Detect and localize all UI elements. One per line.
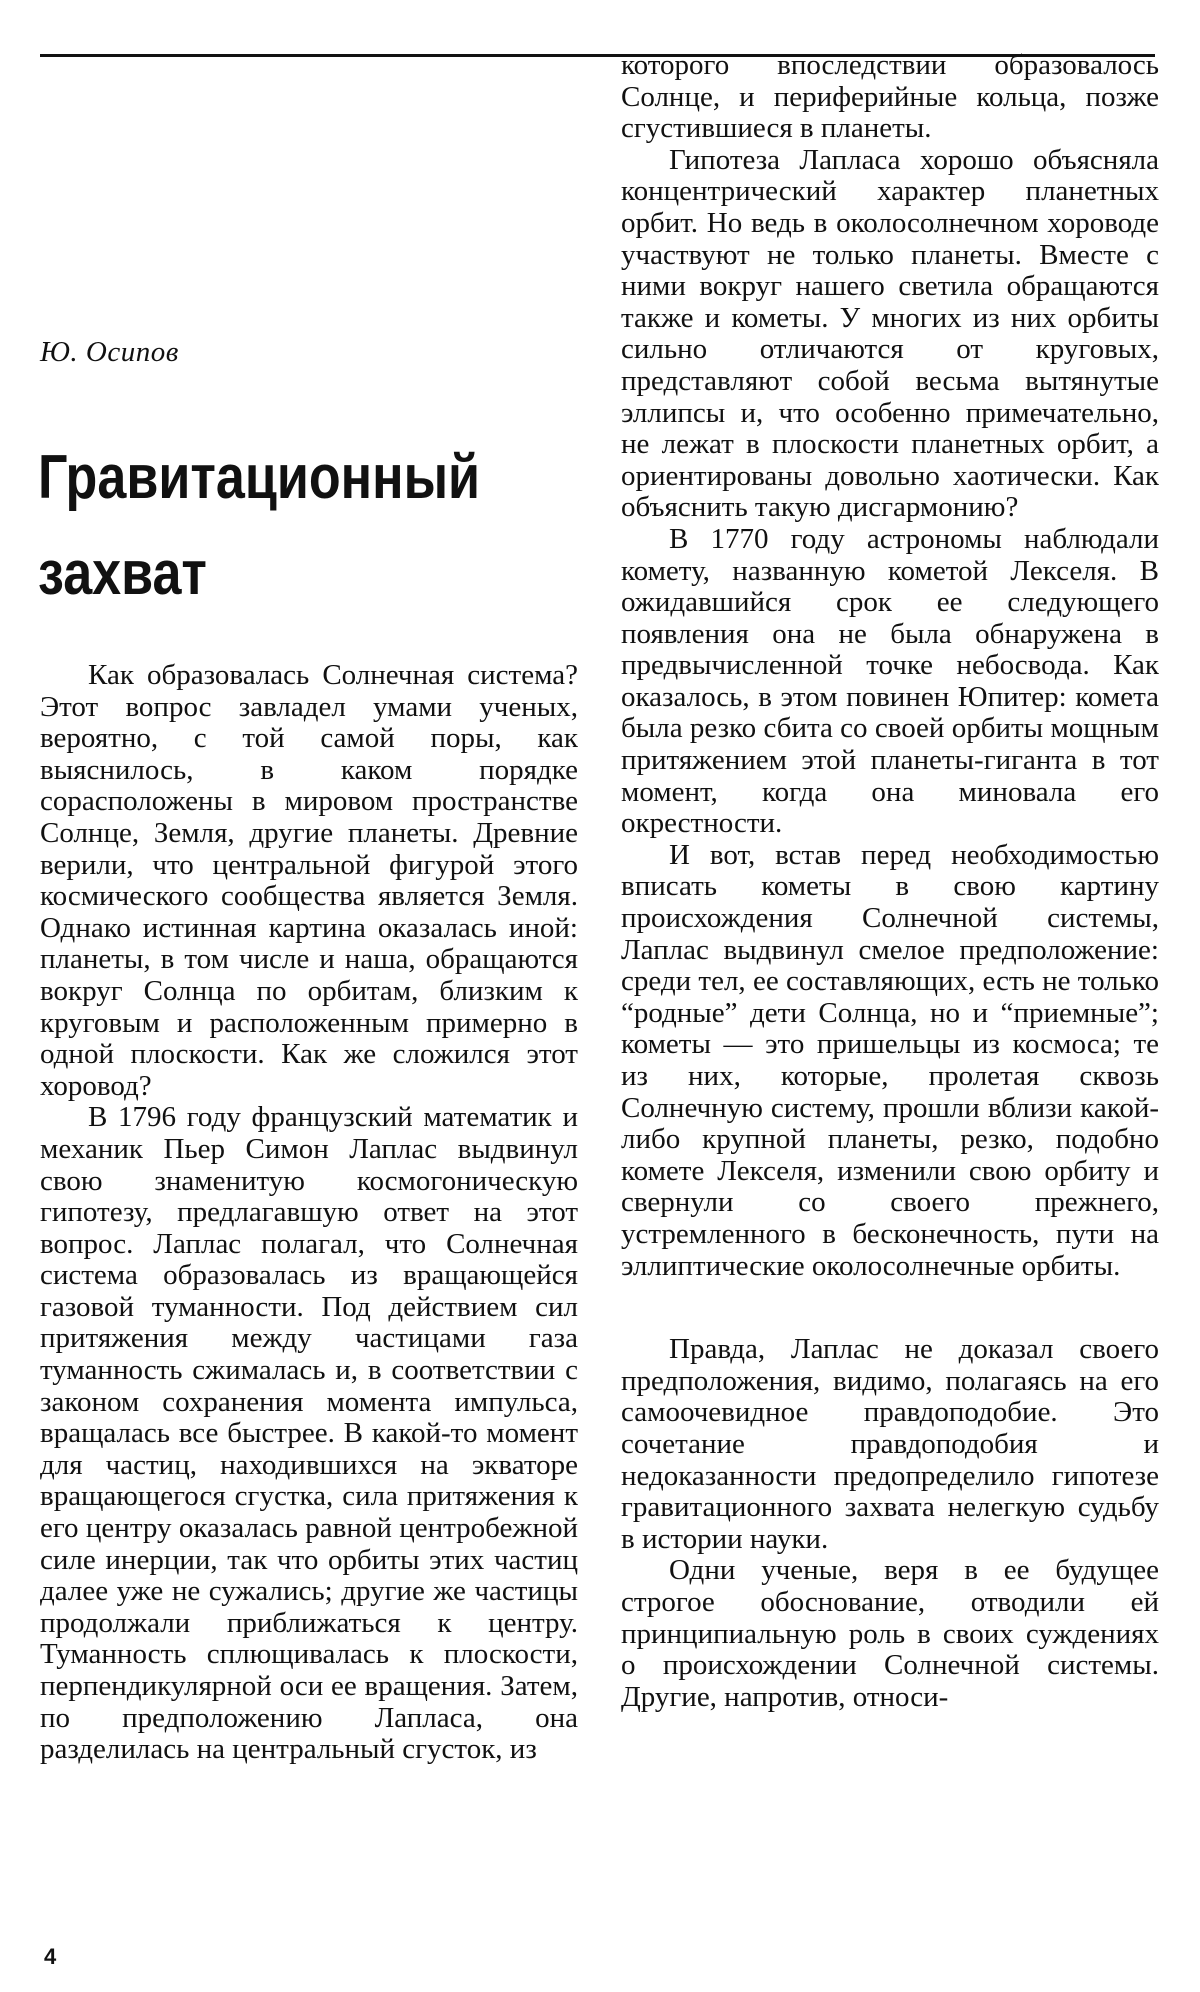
paragraph: В 1770 году астрономы наблюдали комету, названную кометой Лекселя. В ожидавшийся срок ее следующего появления она не была обнаружена в предвычисленной точке небосвода. Как оказалось, в этом повинен Юпитер: комета была резко сбита со своей орбиты мощным притяжением этой планеты-гиганта в тот момент, когда она миновала его окрестности. (621, 522, 1159, 840)
paragraph: Как образовалась Солнечная система? Этот вопрос завладел умами ученых, вероятно, с той самой поры, как выяснилось, в каком порядке сорасположены в мировом пространстве Солнце, Земля, другие планеты. Древние верили, что центральной фигурой этого космического сообщества является Земля. Однако истинная картина оказалась иной: планеты, в том числе и наша, обращаются вокруг Солнца по орбитам, близким к круговым и расположенным примерно в одной плоскости. Как же сложился этот хоровод? (40, 659, 578, 1102)
article-title: Гравитационный захват (38, 443, 481, 608)
paragraph: И вот, встав перед необходимостью вписать кометы в свою картину происхождения Солнечной системы, Лаплас выдвинул смелое предположение: среди тел, ее составляющих, есть не только “родные” дети Солнца, но и “приемные”; кометы — это пришельцы из космоса; те из них, которые, пролетая сквозь Солнечную систему, прошли вблизи какой-либо крупной планеты, резко, подобно комете Лекселя, изменили свою орбиту и свернули со своего прежнего, устремленного в бесконечность, пути на эллиптические околосолнечные орбиты. (621, 838, 1159, 1282)
paragraph: В 1796 году французский математик и механик Пьер Симон Лаплас выдвинул свою знаменитую космогоническую гипотезу, предлагавшую ответ на этот вопрос. Лаплас полагал, что Солнечная система образовалась из вращающейся газовой туманности. Под действием сил притяжения между частицами газа туманность сжималась и, в соответствии с законом сохранения момента импульса, вращалась все быстрее. В какой-то момент для частиц, находившихся на экваторе вращающегося сгустка, сила притяжения к его центру оказалась равной центробежной силе инерции, так что орбиты этих частиц далее уже не сужались; другие же частицы продолжали приближаться к центру. Туманность сплющивалась к плоскости, перпендикулярной оси ее вращения. Затем, по предположению Лапласа, она разделилась на центральный сгусток, из (40, 1101, 578, 1766)
text-column-right (621, 50, 1159, 1713)
article-author: Ю. Осипов (40, 336, 179, 368)
paragraph: Одни ученые, веря в ее будущее строгое обоснование, отводили ей принципиальную роль в своих суждениях о происхождении Солнечной системы. Другие, напротив, относи- (621, 1554, 1159, 1713)
text-column-left (40, 660, 578, 1766)
page-number: 4 (44, 1944, 57, 1969)
paragraph-continued: которого впоследствии образовалось Солнце, и периферийные кольца, позже сгустившиеся в планеты. (621, 49, 1159, 145)
paragraph: Гипотеза Лапласа хорошо объясняла концентрический характер планетных орбит. Но ведь в околосолнечном хороводе участвуют не только планеты. Вместе с ними вокруг нашего светила обращаются также и кометы. У многих из них орбиты сильно отличаются от круговых, представляют собой весьма вытянутые эллипсы и, что особенно примечательно, не лежат в плоскости планетных орбит, а ориентированы довольно хаотически. Как объяснить такую дисгармонию? (621, 143, 1159, 524)
section-gap (621, 1282, 1159, 1334)
paragraph: Правда, Лаплас не доказал своего предположения, видимо, полагаясь на его самоочевидное правдоподобие. Это сочетание правдоподобия и недоказанности предопределило гипотезе гравитационного захвата нелегкую судьбу в истории науки. (621, 1333, 1159, 1555)
